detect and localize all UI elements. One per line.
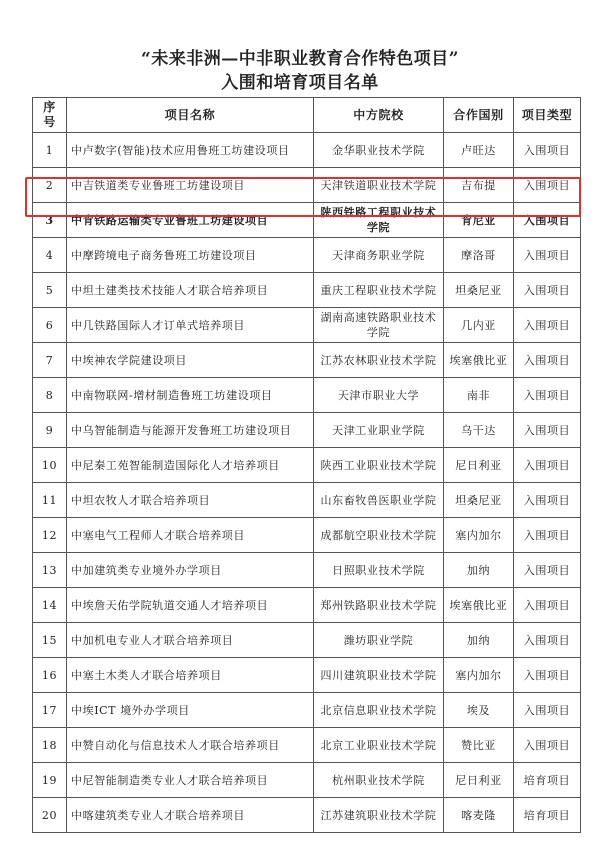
cell-country: 卢旺达 bbox=[444, 133, 514, 168]
table-row bbox=[33, 763, 581, 798]
cell-no: 1 bbox=[33, 133, 67, 168]
table-row bbox=[33, 273, 581, 308]
cell-no: 12 bbox=[33, 518, 67, 553]
table-row bbox=[33, 378, 581, 413]
cell-country: 塞内加尔 bbox=[444, 518, 514, 553]
cell-project-name: 中乌智能制造与能源开发鲁班工坊建设项目 bbox=[67, 413, 314, 448]
cell-no: 15 bbox=[33, 623, 67, 658]
cell-school: 日照职业技术学院 bbox=[314, 553, 444, 588]
table-row bbox=[33, 238, 581, 273]
table-header-row bbox=[33, 98, 581, 133]
cell-type: 入围项目 bbox=[514, 308, 581, 343]
cell-school: 江苏建筑职业技术学院 bbox=[314, 798, 444, 833]
cell-no: 13 bbox=[33, 553, 67, 588]
cell-country: 喀麦隆 bbox=[444, 798, 514, 833]
cell-country: 吉布提 bbox=[444, 168, 514, 203]
header-country: 合作国别 bbox=[444, 98, 514, 133]
cell-type: 入围项目 bbox=[514, 378, 581, 413]
cell-no: 3 bbox=[33, 203, 67, 238]
cell-no: 5 bbox=[33, 273, 67, 308]
cell-school: 天津工业职业学院 bbox=[314, 413, 444, 448]
table-row bbox=[33, 168, 581, 203]
cell-school: 重庆工程职业技术学院 bbox=[314, 273, 444, 308]
cell-type: 入围项目 bbox=[514, 588, 581, 623]
cell-country: 埃及 bbox=[444, 693, 514, 728]
cell-project-name: 中肯铁路运输类专业鲁班工坊建设项目 bbox=[67, 203, 314, 238]
cell-project-name: 中几铁路国际人才订单式培养项目 bbox=[67, 308, 314, 343]
cell-project-name: 中赞自动化与信息技术人才联合培养项目 bbox=[67, 728, 314, 763]
cell-type: 入围项目 bbox=[514, 623, 581, 658]
cell-school: 天津商务职业学院 bbox=[314, 238, 444, 273]
cell-project-name: 中南物联网-增材制造鲁班工坊建设项目 bbox=[67, 378, 314, 413]
cell-type: 入围项目 bbox=[514, 273, 581, 308]
cell-school: 四川建筑职业技术学院 bbox=[314, 658, 444, 693]
cell-country: 几内亚 bbox=[444, 308, 514, 343]
cell-no: 14 bbox=[33, 588, 67, 623]
cell-type: 入围项目 bbox=[514, 448, 581, 483]
table-row bbox=[33, 658, 581, 693]
table-row bbox=[33, 553, 581, 588]
cell-country: 南非 bbox=[444, 378, 514, 413]
cell-school: 郑州铁路职业技术学院 bbox=[314, 588, 444, 623]
document-subtitle: 入围和培育项目名单 bbox=[221, 73, 379, 93]
cell-type: 入围项目 bbox=[514, 553, 581, 588]
cell-school: 金华职业技术学院 bbox=[314, 133, 444, 168]
cell-country: 加纳 bbox=[444, 623, 514, 658]
cell-country: 坦桑尼亚 bbox=[444, 273, 514, 308]
cell-type: 入围项目 bbox=[514, 518, 581, 553]
cell-no: 16 bbox=[33, 658, 67, 693]
cell-project-name: 中加建筑类专业境外办学项目 bbox=[67, 553, 314, 588]
table-row bbox=[33, 343, 581, 378]
table-row bbox=[33, 203, 581, 238]
cell-type: 入围项目 bbox=[514, 658, 581, 693]
cell-no: 19 bbox=[33, 763, 67, 798]
table-row bbox=[33, 798, 581, 833]
cell-type: 入围项目 bbox=[514, 238, 581, 273]
cell-project-name: 中喀建筑类专业人才联合培养项目 bbox=[67, 798, 314, 833]
cell-project-name: 中塞土木类人才联合培养项目 bbox=[67, 658, 314, 693]
cell-country: 加纳 bbox=[444, 553, 514, 588]
cell-no: 17 bbox=[33, 693, 67, 728]
cell-type: 入围项目 bbox=[514, 728, 581, 763]
cell-project-name: 中埃ICT 境外办学项目 bbox=[67, 693, 314, 728]
cell-country: 埃塞俄比亚 bbox=[444, 343, 514, 378]
cell-no: 10 bbox=[33, 448, 67, 483]
cell-type: 入围项目 bbox=[514, 168, 581, 203]
cell-no: 9 bbox=[33, 413, 67, 448]
cell-project-name: 中尼智能制造类专业人才联合培养项目 bbox=[67, 763, 314, 798]
cell-project-name: 中埃詹天佑学院轨道交通人才培养项目 bbox=[67, 588, 314, 623]
table-body bbox=[33, 133, 581, 833]
cell-country: 埃塞俄比亚 bbox=[444, 588, 514, 623]
cell-school: 杭州职业技术学院 bbox=[314, 763, 444, 798]
cell-project-name: 中加机电专业人才联合培养项目 bbox=[67, 623, 314, 658]
cell-country: 尼日利亚 bbox=[444, 763, 514, 798]
header-school: 中方院校 bbox=[314, 98, 444, 133]
table-row bbox=[33, 308, 581, 343]
cell-no: 2 bbox=[33, 168, 67, 203]
cell-type: 入围项目 bbox=[514, 693, 581, 728]
cell-type: 入围项目 bbox=[514, 413, 581, 448]
cell-type: 培育项目 bbox=[514, 798, 581, 833]
cell-no: 20 bbox=[33, 798, 67, 833]
cell-country: 塞内加尔 bbox=[444, 658, 514, 693]
table-row bbox=[33, 518, 581, 553]
cell-country: 坦桑尼亚 bbox=[444, 483, 514, 518]
cell-type: 入围项目 bbox=[514, 343, 581, 378]
cell-school: 天津市职业大学 bbox=[314, 378, 444, 413]
header-project-name: 项目名称 bbox=[67, 98, 314, 133]
cell-type: 入围项目 bbox=[514, 133, 581, 168]
table-row bbox=[33, 693, 581, 728]
cell-project-name: 中坦土建类技术技能人才联合培养项目 bbox=[67, 273, 314, 308]
table-row bbox=[33, 448, 581, 483]
cell-no: 4 bbox=[33, 238, 67, 273]
cell-project-name: 中坦农牧人才联合培养项目 bbox=[67, 483, 314, 518]
cell-country: 肯尼亚 bbox=[444, 203, 514, 238]
cell-country: 尼日利亚 bbox=[444, 448, 514, 483]
cell-project-name: 中摩跨境电子商务鲁班工坊建设项目 bbox=[67, 238, 314, 273]
cell-project-name: 中塞电气工程师人才联合培养项目 bbox=[67, 518, 314, 553]
cell-no: 18 bbox=[33, 728, 67, 763]
table-row bbox=[33, 133, 581, 168]
cell-type: 入围项目 bbox=[514, 483, 581, 518]
cell-school: 天津铁道职业技术学院 bbox=[314, 168, 444, 203]
cell-school: 陕西工业职业技术学院 bbox=[314, 448, 444, 483]
cell-school: 北京信息职业技术学院 bbox=[314, 693, 444, 728]
cell-no: 7 bbox=[33, 343, 67, 378]
cell-school: 山东畜牧兽医职业学院 bbox=[314, 483, 444, 518]
cell-school: 江苏农林职业技术学院 bbox=[314, 343, 444, 378]
cell-type: 入围项目 bbox=[514, 203, 581, 238]
document-title: “未来非洲—中非职业教育合作特色项目” bbox=[140, 49, 460, 69]
cell-no: 8 bbox=[33, 378, 67, 413]
cell-country: 乌干达 bbox=[444, 413, 514, 448]
cell-project-name: 中吉铁道类专业鲁班工坊建设项目 bbox=[67, 168, 314, 203]
cell-country: 摩洛哥 bbox=[444, 238, 514, 273]
cell-country: 赞比亚 bbox=[444, 728, 514, 763]
cell-school: 湖南高速铁路职业技术学院 bbox=[314, 308, 444, 343]
cell-no: 6 bbox=[33, 308, 67, 343]
cell-school: 潍坊职业学院 bbox=[314, 623, 444, 658]
header-no: 序号 bbox=[33, 98, 67, 133]
cell-project-name: 中尼秦工苑智能制造国际化人才培养项目 bbox=[67, 448, 314, 483]
project-list-table bbox=[32, 97, 581, 833]
cell-project-name: 中埃神农学院建设项目 bbox=[67, 343, 314, 378]
cell-no: 11 bbox=[33, 483, 67, 518]
cell-school: 北京工业职业技术学院 bbox=[314, 728, 444, 763]
header-type: 项目类型 bbox=[514, 98, 581, 133]
cell-type: 培育项目 bbox=[514, 763, 581, 798]
cell-school: 成都航空职业技术学院 bbox=[314, 518, 444, 553]
cell-school: 陕西铁路工程职业技术学院 bbox=[314, 203, 444, 238]
table-row bbox=[33, 728, 581, 763]
cell-project-name: 中卢数字(智能)技术应用鲁班工坊建设项目 bbox=[67, 133, 314, 168]
table-row bbox=[33, 413, 581, 448]
table-row bbox=[33, 623, 581, 658]
table-row bbox=[33, 588, 581, 623]
table-row bbox=[33, 483, 581, 518]
